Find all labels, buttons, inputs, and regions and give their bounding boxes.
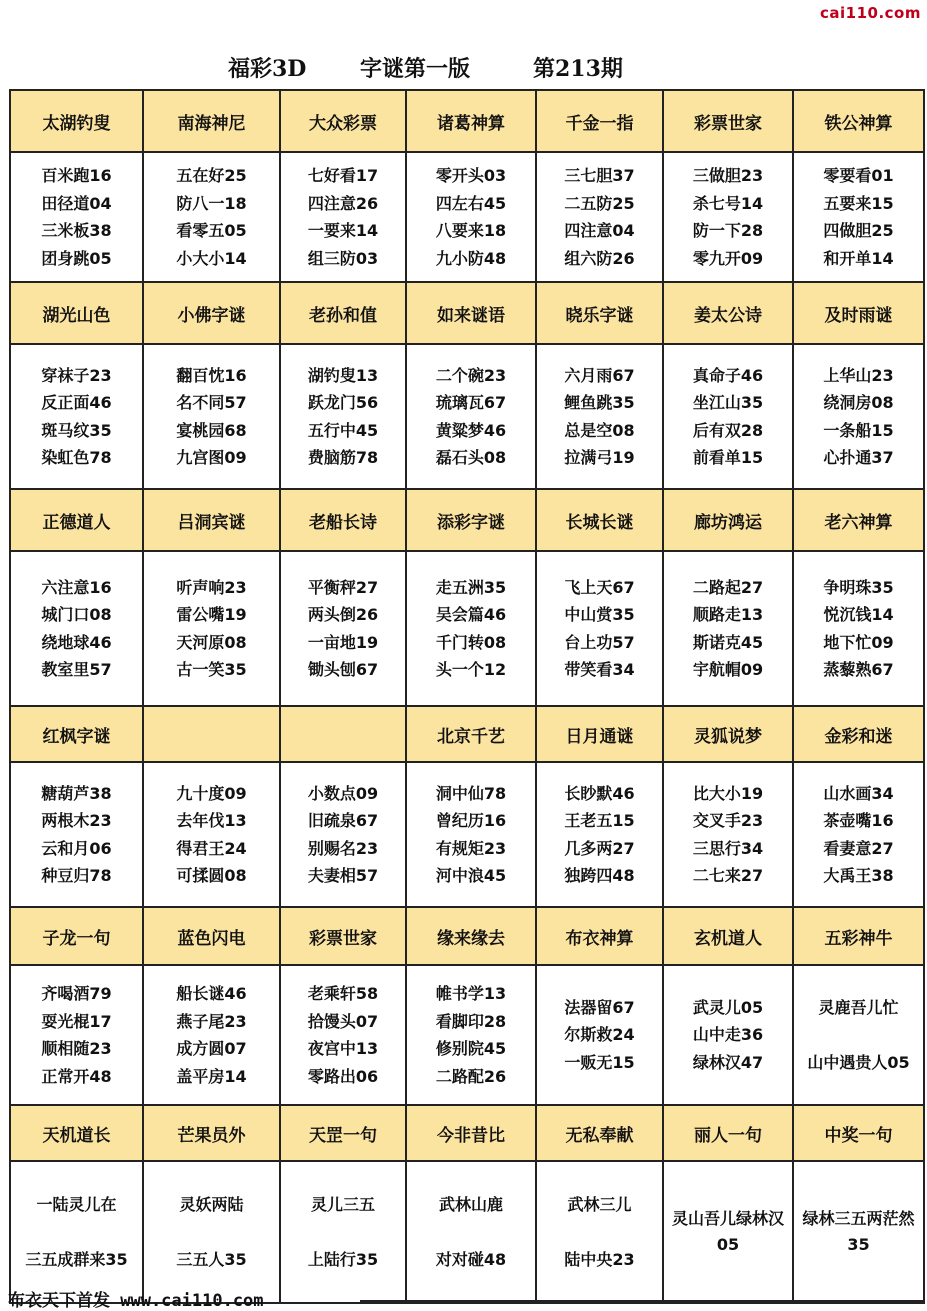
column-author: 天罡一句: [280, 1105, 406, 1161]
column-author: 吕洞宾谜: [143, 489, 280, 551]
spacer: [794, 1021, 923, 1049]
riddle-line: 总是空08: [564, 420, 635, 440]
riddle-line: 心扑通37: [823, 448, 894, 467]
riddle-cell: [793, 1161, 924, 1303]
column-author: 缘来缘去: [406, 907, 536, 965]
riddle-cell: [663, 762, 793, 907]
riddle-line: 法器留67: [564, 997, 635, 1017]
column-author: 无私奉献: [536, 1105, 663, 1161]
column-author: 大众彩票: [280, 90, 406, 152]
column-author: 诸葛神算: [406, 90, 536, 152]
riddle-line: 三七胆37: [564, 166, 635, 185]
riddle-line: 四注意04: [564, 221, 635, 240]
riddle-line: 黄粱梦46: [435, 420, 507, 440]
column-author: 及时雨谜: [793, 282, 924, 344]
riddle-line: 船长谜46: [176, 984, 247, 1003]
riddle-cell: [280, 762, 406, 907]
riddle-line: 五要来15: [823, 193, 894, 213]
spacer: [144, 1218, 279, 1246]
column-author: 南海神尼: [143, 90, 280, 152]
riddle-line: 大禹王38: [823, 866, 894, 885]
riddle-line: 绕洞房08: [823, 393, 894, 412]
riddle-line: 两根木23: [41, 811, 112, 830]
column-author: [143, 706, 280, 762]
header-row: [10, 90, 924, 152]
riddle-line: 小大小14: [176, 248, 247, 268]
header-row: [10, 1105, 924, 1161]
riddle-cell: [10, 1161, 143, 1303]
riddle-line: 武林三儿: [567, 1194, 632, 1214]
column-author: 太湖钓叟: [10, 90, 143, 152]
riddle-line: 灵山吾儿绿林汉05: [671, 1209, 784, 1254]
riddle-cell: [10, 152, 143, 282]
riddle-line: 灵儿三五: [310, 1194, 375, 1214]
header-row: [10, 907, 924, 965]
riddle-line: 零九开09: [692, 248, 764, 268]
riddle-line: 田径道04: [41, 193, 112, 213]
column-author: 小佛字谜: [143, 282, 280, 344]
column-author: 湖光山色: [10, 282, 143, 344]
riddle-line: 耍光棍17: [41, 1011, 112, 1031]
riddle-cell: [10, 762, 143, 907]
riddle-line: 王老五15: [564, 811, 635, 830]
riddle-line: 零路出06: [307, 1066, 379, 1086]
riddle-line: 防八一18: [176, 193, 247, 213]
column-author: 彩票世家: [663, 90, 793, 152]
riddle-line: 二路起27: [692, 577, 764, 597]
column-author: 铁公神算: [793, 90, 924, 152]
riddle-line: 教室里57: [41, 660, 112, 679]
riddle-line: 可揉圆08: [176, 866, 247, 885]
riddle-line: 绿林汉47: [692, 1052, 764, 1072]
column-author: 布衣神算: [536, 907, 663, 965]
riddle-line: 一要来14: [307, 221, 379, 240]
column-author: 彩票世家: [280, 907, 406, 965]
riddle-line: 磊石头08: [435, 448, 507, 467]
column-author: 中奖一句: [793, 1105, 924, 1161]
riddle-cell: [280, 551, 406, 706]
riddle-line: 坐江山35: [692, 393, 764, 412]
riddle-line: 斯诺克45: [692, 632, 764, 652]
riddle-cell: [406, 1161, 536, 1303]
riddle-line: 吴会篇46: [435, 605, 507, 624]
riddle-line: 四做胆25: [823, 221, 894, 240]
riddle-cell: [10, 344, 143, 489]
column-author: 今非昔比: [406, 1105, 536, 1161]
column-author: 姜太公诗: [663, 282, 793, 344]
riddle-line: 三做胆23: [692, 166, 764, 185]
riddle-line: 交叉手23: [692, 811, 764, 830]
riddle-line: 六月雨67: [564, 365, 635, 385]
riddle-line: 头一个12: [435, 660, 507, 679]
riddle-line: 帷书学13: [435, 984, 507, 1003]
riddle-line: 走五洲35: [435, 577, 507, 597]
riddle-line: 灵妖两陆: [179, 1194, 244, 1214]
spacer: [11, 1218, 142, 1246]
riddle-cell: [280, 965, 406, 1105]
riddle-line: 五行中45: [307, 420, 379, 440]
riddle-line: 悦沉钱14: [823, 605, 894, 624]
riddle-line: 千门转08: [435, 632, 507, 652]
column-author: 老船长诗: [280, 489, 406, 551]
column-author: 五彩神牛: [793, 907, 924, 965]
riddle-line: 听声响23: [176, 577, 247, 597]
column-author: 芒果员外: [143, 1105, 280, 1161]
riddle-line: 洞中仙78: [435, 783, 507, 803]
riddle-line: 灵鹿吾儿忙: [818, 997, 899, 1017]
spacer: [537, 1218, 662, 1246]
riddle-cell: [280, 1161, 406, 1303]
riddle-line: 古一笑35: [176, 660, 247, 679]
riddle-line: 地下忙09: [823, 632, 894, 652]
riddle-line: 看妻意27: [823, 838, 894, 858]
title-issue: 第213期: [533, 56, 623, 82]
page-title: [228, 52, 688, 86]
riddle-line: 组六防26: [564, 248, 635, 268]
column-author: 老孙和值: [280, 282, 406, 344]
riddle-line: 二路配26: [435, 1066, 507, 1086]
riddle-cell: [10, 965, 143, 1105]
riddle-line: 跃龙门56: [307, 393, 379, 412]
riddle-cell: [536, 551, 663, 706]
riddle-line: 山中走36: [692, 1025, 764, 1045]
riddle-line: 雷公嘴19: [176, 605, 247, 624]
riddle-line: 宴桃园68: [176, 420, 247, 440]
riddle-line: 盖平房14: [176, 1066, 247, 1086]
riddle-cell: [663, 152, 793, 282]
riddle-line: 成方圆07: [176, 1039, 247, 1058]
header-row: [10, 489, 924, 551]
riddle-line: 穿袜子23: [41, 365, 112, 385]
riddle-cell: [536, 965, 663, 1105]
riddle-line: 小数点09: [307, 783, 379, 803]
riddle-line: 二七来27: [692, 866, 764, 885]
column-author: 金彩和迷: [793, 706, 924, 762]
riddle-cell: [406, 965, 536, 1105]
riddle-line: 城门口08: [41, 605, 112, 624]
riddle-line: 曾纪历16: [435, 811, 507, 830]
riddle-line: 拾馒头07: [307, 1011, 379, 1031]
riddle-cell: [793, 551, 924, 706]
riddle-line: 一陆灵儿在: [36, 1194, 117, 1214]
riddle-line: 种豆归78: [41, 866, 112, 885]
riddle-line: 零要看01: [823, 166, 894, 185]
riddle-line: 蒸藜熟67: [823, 660, 894, 679]
riddle-line: 三五成群来35: [25, 1250, 128, 1269]
riddle-line: 三思行34: [692, 838, 764, 858]
column-author: [280, 706, 406, 762]
riddle-row: [10, 1161, 924, 1303]
riddle-line: 翻百忱16: [176, 365, 247, 385]
riddle-line: 顺路走13: [692, 605, 764, 624]
riddle-line: 染虹色78: [41, 448, 112, 467]
riddle-line: 看脚印28: [435, 1011, 507, 1031]
riddle-line: 六注意16: [41, 577, 112, 597]
riddle-line: 鲤鱼跳35: [564, 393, 635, 412]
riddle-line: 夫妻相57: [307, 866, 379, 885]
riddle-line: 四左右45: [435, 193, 507, 213]
riddle-line: 尔斯救24: [564, 1025, 635, 1045]
riddle-line: 后有双28: [692, 420, 764, 440]
riddle-line: 反正面46: [41, 393, 112, 412]
riddle-line: 燕子尾23: [176, 1011, 247, 1031]
column-author: 日月通谜: [536, 706, 663, 762]
riddle-cell: [143, 344, 280, 489]
riddle-line: 费脑筋78: [307, 448, 379, 467]
riddle-line: 一亩地19: [307, 632, 379, 652]
riddle-cell: [793, 762, 924, 907]
riddle-cell: [663, 344, 793, 489]
column-author: 添彩字谜: [406, 489, 536, 551]
riddle-line: 齐喝酒79: [41, 984, 112, 1003]
riddle-line: 真命子46: [692, 365, 764, 385]
riddle-line: 糖葫芦38: [41, 783, 112, 803]
riddle-cell: [143, 152, 280, 282]
riddle-line: 武灵儿05: [692, 997, 764, 1017]
riddle-line: 老乘轩58: [307, 984, 379, 1003]
column-author: 晓乐字谜: [536, 282, 663, 344]
riddle-line: 平衡秤27: [307, 577, 379, 597]
riddle-line: 一条船15: [823, 420, 894, 440]
column-author: 如来谜语: [406, 282, 536, 344]
riddle-line: 陆中央23: [564, 1250, 635, 1269]
riddle-line: 云和月06: [41, 838, 112, 858]
riddle-cell: [10, 551, 143, 706]
riddle-line: 宇航帽09: [692, 660, 764, 679]
riddle-line: 武林山鹿: [438, 1194, 503, 1214]
riddle-line: 飞上天67: [564, 577, 635, 597]
spacer: [407, 1218, 535, 1246]
riddle-cell: [280, 344, 406, 489]
column-author: 千金一指: [536, 90, 663, 152]
riddle-cell: [143, 965, 280, 1105]
riddle-line: 琉璃瓦67: [435, 393, 507, 412]
riddle-line: 和开单14: [823, 248, 894, 268]
column-author: 红枫字谜: [10, 706, 143, 762]
riddle-cell: [793, 152, 924, 282]
riddle-line: 湖钓叟13: [307, 365, 379, 385]
riddle-line: 带笑看34: [564, 660, 635, 679]
site-logo[interactable]: cai110.com: [820, 4, 921, 22]
riddle-cell: [143, 551, 280, 706]
riddle-cell: [663, 551, 793, 706]
riddle-cell: [280, 152, 406, 282]
riddle-cell: [536, 1161, 663, 1303]
riddle-line: 名不同57: [176, 393, 247, 412]
riddle-line: 天河原08: [176, 632, 247, 652]
riddle-row: [10, 762, 924, 907]
riddle-line: 看零五05: [176, 221, 247, 240]
column-author: 北京千艺: [406, 706, 536, 762]
riddle-line: 绿林三五两茫然35: [802, 1209, 915, 1254]
riddle-line: 对对碰48: [435, 1250, 507, 1269]
title-edition: 字谜第一版: [360, 56, 471, 82]
riddle-grid: [9, 89, 925, 1304]
footer-divider: [360, 1300, 923, 1303]
riddle-line: 长眇默46: [564, 783, 635, 803]
riddle-line: 组三防03: [307, 248, 379, 268]
riddle-line: 九小防48: [435, 248, 507, 268]
riddle-cell: [793, 344, 924, 489]
column-author: 正德道人: [10, 489, 143, 551]
riddle-line: 三米板38: [41, 221, 112, 240]
riddle-row: [10, 965, 924, 1105]
riddle-line: 九宫图09: [176, 448, 247, 467]
riddle-line: 二个碗23: [435, 365, 507, 385]
riddle-line: 正常开48: [41, 1066, 112, 1086]
riddle-line: 杀七号14: [692, 193, 764, 213]
riddle-line: 八要来18: [435, 221, 507, 240]
riddle-row: [10, 152, 924, 282]
riddle-line: 几多两27: [564, 838, 635, 858]
riddle-cell: [406, 762, 536, 907]
riddle-cell: [406, 344, 536, 489]
riddle-line: 别赐名23: [307, 838, 379, 858]
column-author: 廊坊鸿运: [663, 489, 793, 551]
riddle-line: 旧疏泉67: [307, 811, 379, 830]
riddle-cell: [793, 965, 924, 1105]
riddle-cell: [536, 152, 663, 282]
riddle-cell: [143, 762, 280, 907]
riddle-line: 百米跑16: [41, 166, 112, 185]
riddle-line: 二五防25: [564, 193, 635, 213]
column-author: 老六神算: [793, 489, 924, 551]
riddle-cell: [406, 551, 536, 706]
riddle-line: 修别院45: [435, 1039, 507, 1058]
riddle-line: 比大小19: [692, 783, 764, 803]
riddle-cell: [663, 965, 793, 1105]
riddle-cell: [663, 1161, 793, 1303]
riddle-row: [10, 551, 924, 706]
riddle-line: 前看单15: [692, 448, 764, 467]
riddle-line: 夜宫中13: [307, 1039, 379, 1058]
riddle-line: 五在好25: [176, 166, 247, 185]
riddle-cell: [406, 152, 536, 282]
header-row: [10, 706, 924, 762]
column-author: 丽人一句: [663, 1105, 793, 1161]
riddle-row: [10, 344, 924, 489]
riddle-cell: [143, 1161, 280, 1303]
riddle-line: 顺相随23: [41, 1039, 112, 1058]
column-author: 玄机道人: [663, 907, 793, 965]
riddle-line: 拉满弓19: [564, 448, 635, 467]
riddle-line: 去年伐13: [176, 811, 247, 830]
riddle-line: 山水画34: [823, 783, 894, 803]
riddle-line: 防一下28: [692, 221, 764, 240]
riddle-line: 三五人35: [176, 1250, 247, 1269]
riddle-line: 团身跳05: [41, 248, 112, 268]
riddle-line: 上华山23: [823, 365, 894, 385]
riddle-line: 山中遇贵人05: [807, 1053, 910, 1072]
riddle-line: 斑马纹35: [41, 420, 112, 440]
riddle-line: 有规矩23: [435, 838, 507, 858]
riddle-line: 上陆行35: [307, 1250, 379, 1269]
riddle-line: 茶壶嘴16: [823, 811, 894, 830]
riddle-line: 两头倒26: [307, 605, 379, 624]
column-author: 长城长谜: [536, 489, 663, 551]
riddle-line: 河中浪45: [435, 866, 507, 885]
column-author: 灵狐说梦: [663, 706, 793, 762]
riddle-line: 四注意26: [307, 193, 379, 213]
header-row: [10, 282, 924, 344]
column-author: 子龙一句: [10, 907, 143, 965]
footer-credit: 布衣天下首发 www.cai110.com: [8, 1291, 264, 1311]
riddle-line: 零开头03: [435, 166, 507, 185]
riddle-line: 得君王24: [176, 838, 247, 858]
riddle-line: 九十度09: [176, 783, 247, 803]
riddle-line: 中山赏35: [564, 605, 635, 624]
riddle-line: 一贩无15: [564, 1052, 635, 1072]
spacer: [281, 1218, 405, 1246]
column-author: 蓝色闪电: [143, 907, 280, 965]
riddle-line: 锄头刨67: [307, 660, 379, 679]
riddle-cell: [536, 344, 663, 489]
riddle-line: 独跨四48: [564, 866, 635, 885]
title-lottery: 福彩3D: [228, 56, 307, 82]
riddle-cell: [536, 762, 663, 907]
riddle-line: 台上功57: [564, 632, 635, 652]
riddle-line: 绕地球46: [41, 632, 112, 652]
riddle-line: 争明珠35: [823, 577, 894, 597]
column-author: 天机道长: [10, 1105, 143, 1161]
riddle-line: 七好看17: [307, 166, 379, 185]
